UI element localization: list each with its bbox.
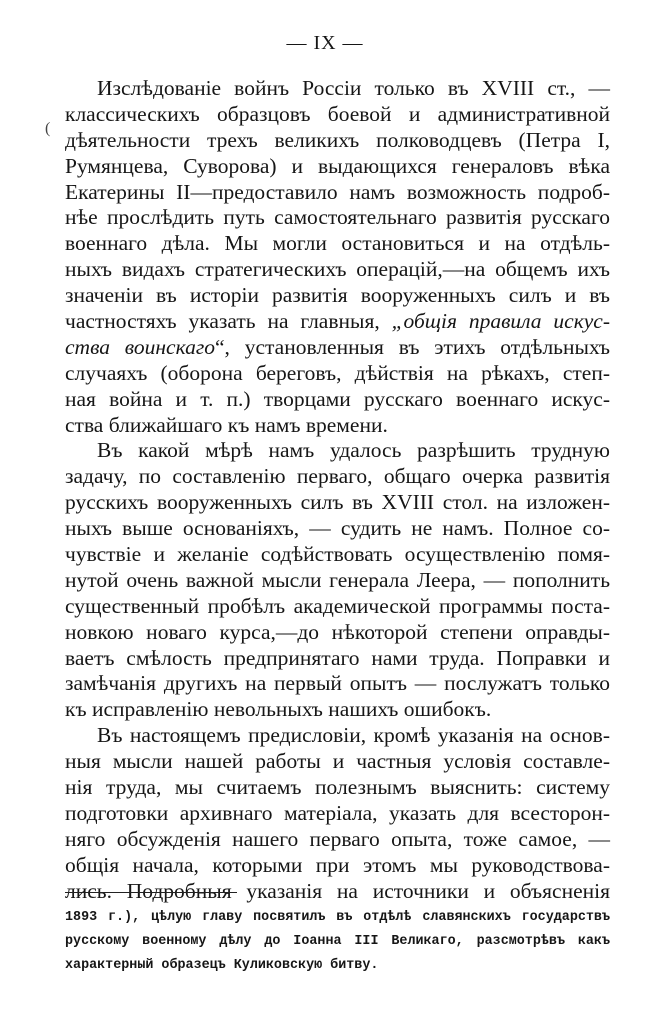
text-line: общія начала, которыми при этомъ мы руководствова- [65,852,610,877]
text-line: классическихъ образцовъ боевой и административной [65,101,610,126]
text-line: няго обсужденія нашего перваго опыта, тоже самое, — [65,826,610,851]
italic-quote: ства воинскаго [65,334,215,359]
footnote-line: характерный образецъ Куликовскую битву. [65,958,379,973]
text-line: ваетъ смѣлость предпринятаго нами труда. Поправки и [65,645,610,670]
text-line: Въ настоящемъ предисловіи, кромѣ указанія на основ- [97,723,610,748]
text-line: къ исправленію невольныхъ нашихъ ошибокъ. [65,697,492,722]
text-line: задачу, по составленію перваго, общаго очерка развитія [65,464,610,489]
text-line: ныя мысли нашей работы и частныя условія составле- [65,749,610,774]
italic-quote: „общія правила искус- [391,309,610,334]
text-line: дѣятельности трехъ великихъ полководцевъ (Петра I, [65,127,610,152]
text-line [65,335,610,361]
text-line: военнаго дѣла. Мы могли остановиться и на отдѣль- [65,231,610,256]
text-line: нѣе прослѣдить путь самостоятельнаго развитія русскаго [65,205,610,230]
main-text [65,76,610,905]
text-line: ныхъ выше основаніяхъ, — судить не намъ. Полное со- [65,516,610,541]
text-line: русскихъ вооруженныхъ силъ въ XVIII стол. на изложен- [65,490,610,515]
text-line [65,309,610,335]
text-line: новкою новаго курса,—до нѣкоторой степени оправды- [65,619,610,644]
footnote-line: русскому военному дѣлу до Іоанна III Великаго, разсмотрѣвъ какъ [65,934,610,949]
paragraph-1 [65,76,610,438]
text-line: ства ближайшаго къ намъ времени. [65,412,388,437]
paragraph-3 [65,723,610,904]
margin-mark: ( [45,120,51,137]
text-span: частностяхъ указать на главныя, [65,309,392,334]
text-line: Изслѣдованіе войнъ Россіи только въ XVIII ст., — [97,76,610,100]
text-span: “, установленныя въ этихъ отдѣльныхъ [214,334,610,359]
text-line: лись. Подробныя указанія на источники и объясненія [65,878,610,903]
footnote-divider [65,892,237,893]
text-line: существенный пробѣлъ академической программы поста- [65,593,610,618]
text-line: нія труда, мы считаемъ полезнымъ выяснить: систему [65,775,610,800]
text-line: значеніи въ исторіи развитія вооруженныхъ силъ и въ [65,283,610,308]
text-line: Екатерины II—предоставило намъ возможность подроб- [65,179,610,204]
page-number: — IX — [286,32,364,54]
text-line: нутой очень важной мысли генерала Леера, — пополнить [65,567,610,592]
text-line: ныхъ видахъ стратегическихъ операцій,—на общемъ ихъ [65,257,610,282]
text-line: ная война и т. п.) творцами русскаго военнаго искус- [65,386,610,411]
text-line: чувствіе и желаніе содѣйствовать осуществленію помя- [65,542,610,567]
text-line: случаяхъ (оборона береговъ, дѣйствія на рѣкахъ, степ- [65,360,610,385]
paragraph-2 [65,438,610,723]
text-line: замѣчанія другихъ на первый опытъ — послужатъ только [65,671,610,696]
text-line: подготовки архивнаго матеріала, указать для всесторон- [65,800,610,825]
footnote [65,906,610,978]
footnote-line: 1893 г.), цѣлую главу посвятилъ въ отдѣлѣ славянскихъ государствъ [65,910,610,925]
text-line: Румянцева, Суворова) и выдающихся генераловъ вѣка [65,153,610,178]
text-line: Въ какой мѣрѣ намъ удалось разрѣшить трудную [97,438,610,463]
